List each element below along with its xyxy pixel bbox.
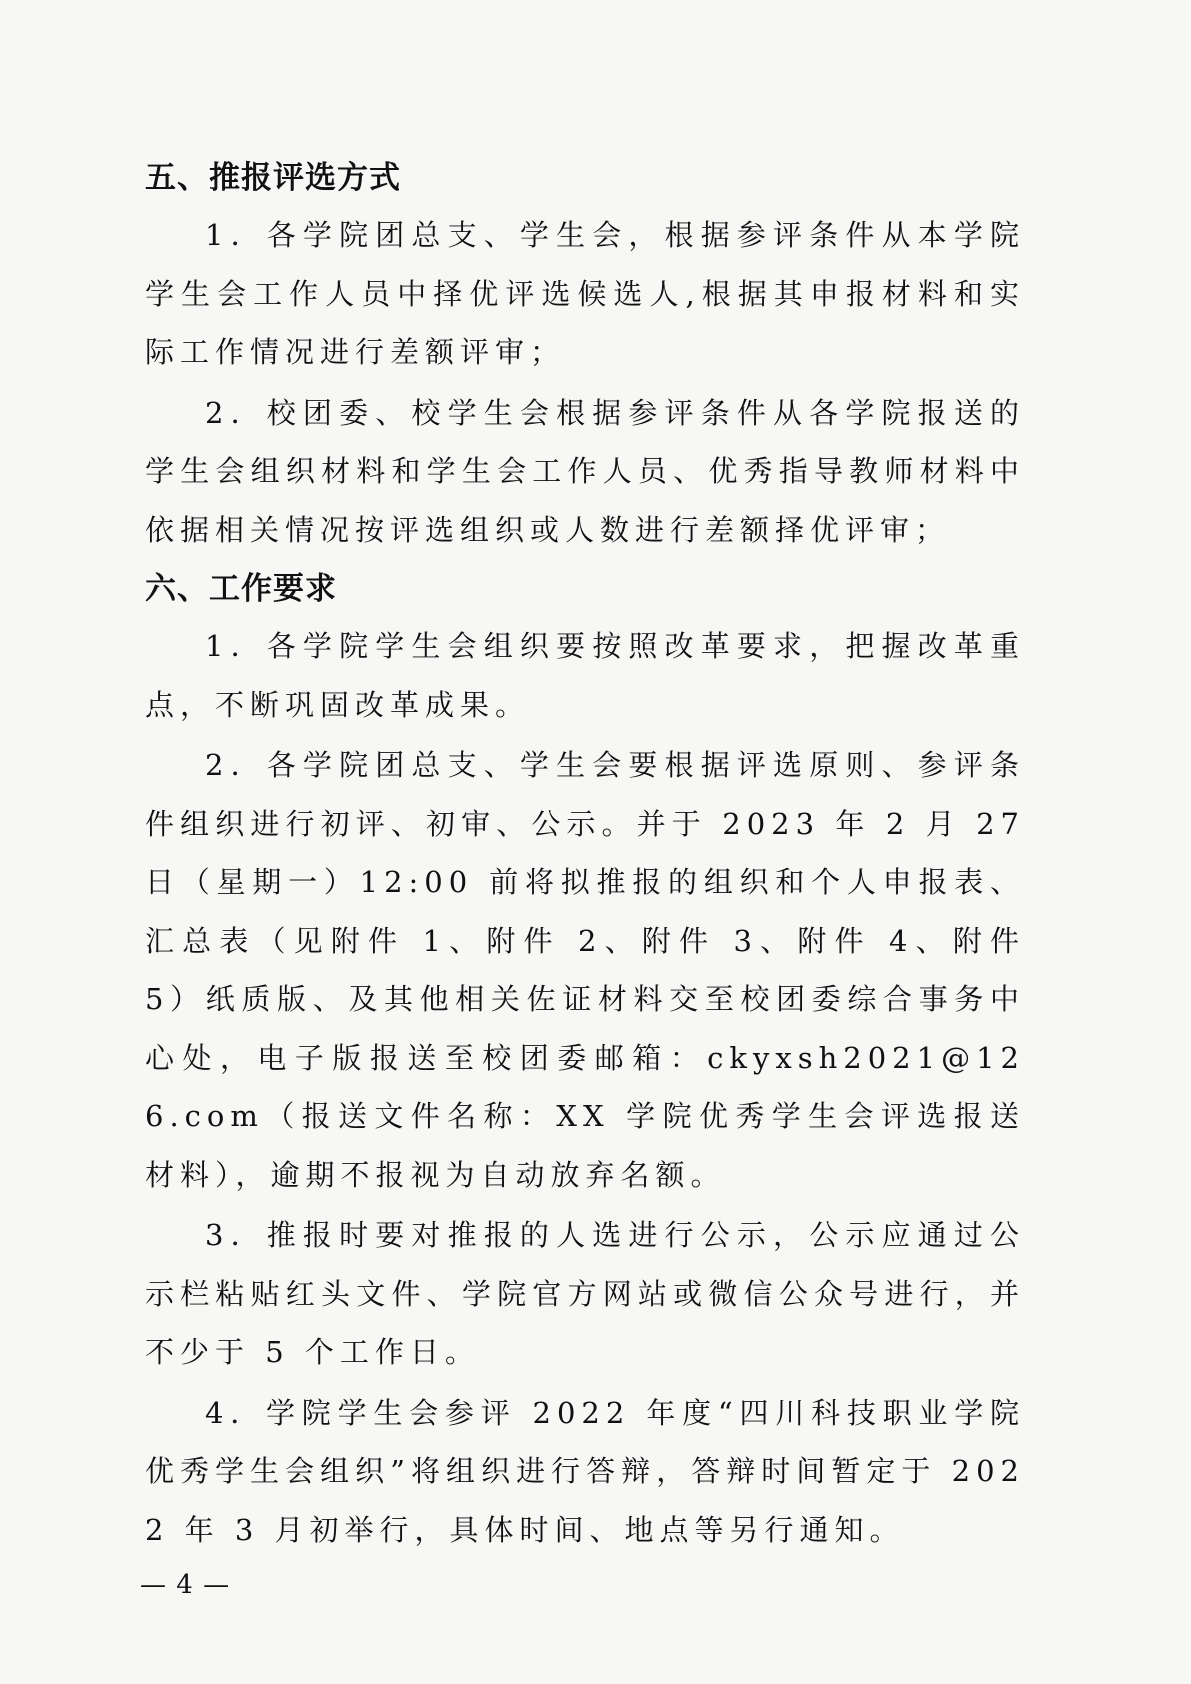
- paragraph: 2．各学院团总支、学生会要根据评选原则、参评条件组织进行初评、初审、公示。并于 2023 年 2 月 27 日（星期一）12:00 前将拟推报的组织和个人申报表、汇总表（见附件 1、附件 2、附件 3、附件 4、附件 5）纸质版、及其他相关佐证材料交至校团委综合事务中心处，电子版报送至校团委邮箱：ckyxsh2021@126.com（报送文件名称：XX 学院优秀学生会评选报送材料），逾期不报视为自动放弃名额。: [145, 748, 1025, 1192]
- paragraph: 2．校团委、校学生会根据参评条件从各学院报送的学生会组织材料和学生会工作人员、优秀指导教师材料中依据相关情况按评选组织或人数进行差额择优评审；: [145, 395, 1025, 547]
- paragraph: 1．各学院学生会组织要按照改革要求，把握改革重点，不断巩固改革成果。: [145, 629, 1025, 722]
- page-number: — 4 —: [140, 1570, 231, 1600]
- paragraph: 3．推报时要对推报的人选进行公示，公示应通过公示栏粘贴红头文件、学院官方网站或微信公众号进行，并不少于 5 个工作日。: [145, 1218, 1025, 1369]
- section-heading-work-requirements: 六、工作要求: [145, 571, 337, 607]
- section-heading-selection-method: 五、推报评选方式: [145, 160, 401, 196]
- paragraph: 4．学院学生会参评 2022 年度“四川科技职业学院优秀学生会组织”将组织进行答辩，答辩时间暂定于 2022 年 3 月初举行，具体时间、地点等另行通知。: [145, 1395, 1025, 1547]
- document-body: [145, 150, 1025, 1561]
- paragraph: 1．各学院团总支、学生会，根据参评条件从本学院学生会工作人员中择优评选候选人,根据其申报材料和实际工作情况进行差额评审；: [145, 218, 1025, 369]
